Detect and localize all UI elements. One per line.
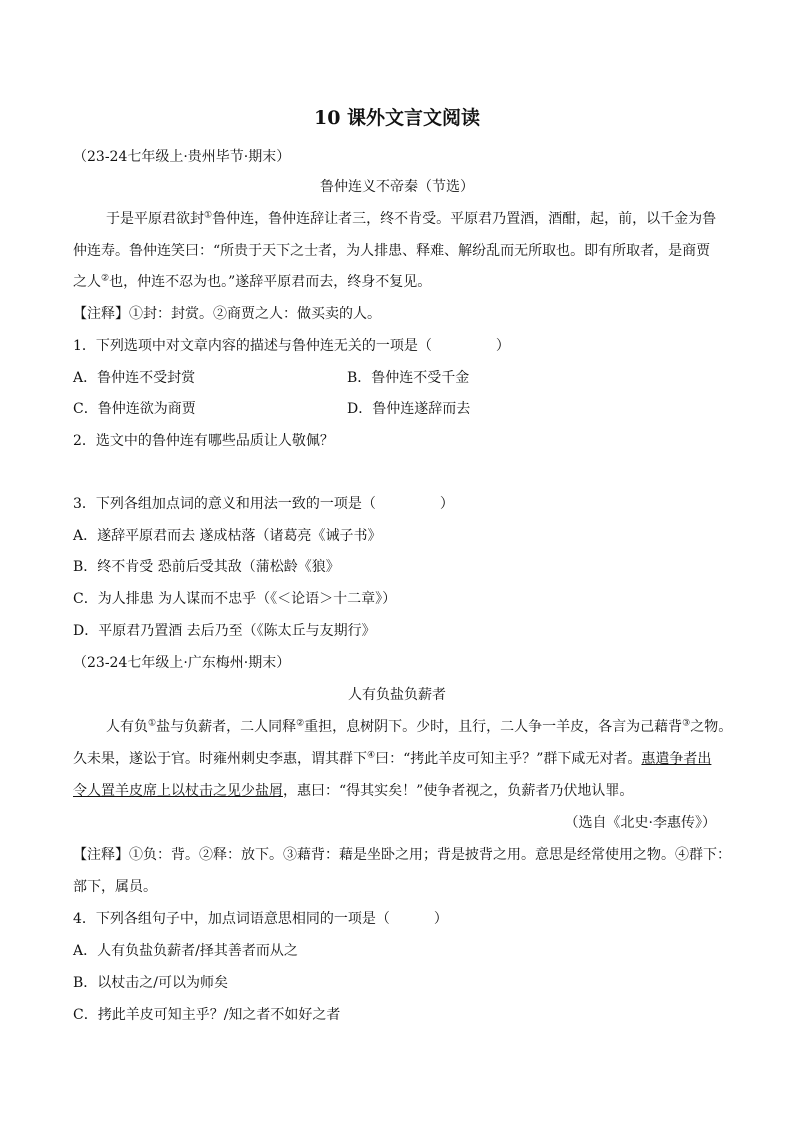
question-4-option-b: B．以杖击之/可以为师矣: [73, 975, 229, 991]
question-4-option-c: C．拷此羊皮可知主乎？/知之者不如好之者: [73, 1007, 341, 1023]
footnote-mark: ②: [101, 273, 110, 284]
question-1-option-b: B．鲁仲连不受千金: [347, 370, 470, 386]
footnote-mark: ③: [682, 718, 691, 729]
question-1-option-d: D．鲁仲连遂辞而去: [347, 401, 471, 417]
footnote-mark: ①: [204, 210, 213, 221]
passage1-notes: 【注释】①封：封赏。②商贾之人：做买卖的人。: [73, 306, 381, 322]
page-title: 10 课外文言文阅读: [313, 107, 481, 129]
passage2-citation: （选自《北史·李惠传》）: [564, 815, 716, 831]
passage2-line-3: 令人置羊皮席上以杖击之见少盐屑，惠曰：“得其实矣！”使争者视之，负薪者乃伏地认罪。: [73, 783, 634, 799]
passage1-heading: 鲁仲连义不帝秦（节选）: [320, 179, 474, 195]
question-4-stem: 4．下列各组句子中，加点词语意思相同的一项是（ ）: [73, 911, 448, 927]
footnote-mark: ①: [148, 718, 157, 729]
footnote-mark: ②: [296, 718, 305, 729]
passage1-source: （23-24七年级上·贵州毕节·期末）: [73, 149, 291, 165]
passage1-line-3: 之人②也，仲连不忍为也。”遂辞平原君而去，终身不复见。: [73, 273, 432, 290]
passage2-notes-line-1: 【注释】①负：背。②释：放下。③藉背：藉是坐卧之用；背是披背之用。意思是经常使用之物。④群下：: [73, 847, 731, 863]
question-4-option-a: A．人有负盐负薪者/择其善者而从之: [73, 943, 298, 959]
passage1-line-2: 仲连寿。鲁仲连笑曰：“所贵于天下之士者，为人排患、释难、解纷乱而无所取也。即有所取者，是商贾: [73, 243, 711, 259]
underlined-sentence: 令人置羊皮席上以杖击之见少盐屑: [73, 783, 283, 799]
question-3-option-c: C．为人排患 为人谋而不忠乎（《＜论语＞十二章》）: [73, 591, 397, 607]
question-3-option-b: B．终不肯受 恐前后受其敌（蒲松龄《狼》: [73, 559, 340, 575]
question-2-stem: 2．选文中的鲁仲连有哪些品质让人敬佩？: [73, 433, 334, 449]
passage1-line-1: 于是平原君欲封①鲁仲连，鲁仲连辞让者三，终不肯受。平原君乃置酒，酒酣，起，前，以千金为鲁: [106, 210, 717, 227]
passage2-heading: 人有负盐负薪者: [348, 687, 446, 703]
question-3-option-a: A．遂辞平原君而去 遂成枯落（诸葛亮《诫子书》: [73, 528, 382, 544]
footnote-mark: ④: [367, 750, 376, 761]
passage2-source: （23-24七年级上·广东梅州·期末）: [73, 655, 291, 671]
question-1-option-c: C．鲁仲连欲为商贾: [73, 401, 196, 417]
question-1-option-a: A．鲁仲连不受封赏: [73, 370, 196, 386]
question-3-option-d: D．平原君乃置酒 去后乃至（《陈太丘与友期行》: [73, 623, 376, 639]
passage2-line-1: 人有负①盐与负薪者，二人同释②重担，息树阴下。少时，且行，二人争一羊皮，各言为己藉背③之物。: [106, 718, 733, 735]
underlined-sentence: 惠遣争者出: [641, 751, 712, 767]
question-1-stem: 1．下列选项中对文章内容的描述与鲁仲连无关的一项是（ ）: [73, 338, 510, 354]
passage2-line-2: 久未果，遂讼于官。时雍州刺史李惠，谓其群下④曰：“拷此羊皮可知主乎？”群下咸无对者。惠遣争者出: [73, 750, 712, 767]
question-3-stem: 3．下列各组加点词的意义和用法一致的一项是（ ）: [73, 496, 454, 512]
passage2-notes-line-2: 部下，属员。: [73, 879, 157, 895]
